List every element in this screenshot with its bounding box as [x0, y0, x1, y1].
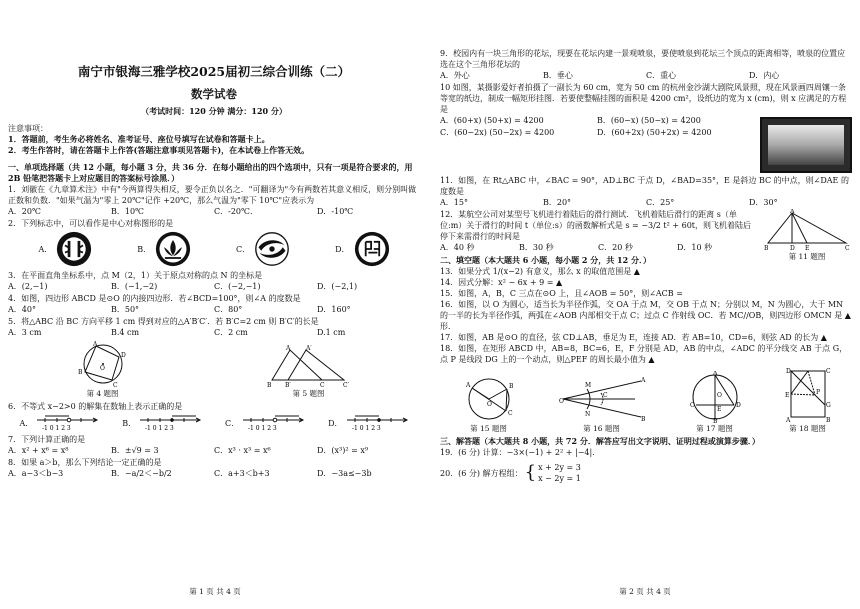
number-line-d [345, 414, 409, 432]
option: C．80° [214, 305, 243, 314]
svg-text:E: E [805, 245, 810, 251]
svg-text:C: C [507, 410, 513, 417]
svg-text:A: A [712, 371, 717, 377]
svg-text:E: E [716, 406, 721, 413]
question-16-suffix: 形． [440, 322, 456, 331]
option: A．外心 [440, 71, 470, 80]
question-7: 7．下列计算正确的是 [8, 435, 86, 444]
option: A．3 cm [8, 328, 42, 337]
angle-bisector-diagram [557, 375, 647, 423]
option: D．(60+2x) (50+2x) = 4200 [597, 128, 712, 137]
question-19: 19．(6 分) 计算：−3×(−1) + 2² + |−4|． [440, 448, 601, 457]
question-17-text: 17．如图，AB 是⊙O 的直径，弦 CD⊥AB，垂足为 E，连接 AD．若 AB=10，CD=6，则弦 AD 的长为 [440, 333, 819, 342]
svg-text:A: A [640, 377, 645, 384]
option: A．20℃ [8, 207, 41, 216]
option-label: B． [137, 244, 152, 254]
svg-text:B: B [508, 383, 513, 390]
figure-5-caption: 第 5 题图 [292, 389, 325, 398]
equation-2: x − 2y = 1 [538, 474, 581, 483]
svg-text:O: O [716, 392, 722, 399]
option-b [137, 231, 191, 267]
svg-text:A: A [790, 209, 795, 215]
option: A．15° [440, 198, 468, 207]
option-label: D． [328, 418, 343, 428]
section-2-title: 二、填空题（本大题共 6 小题，每小题 2 分，共 12 分．） [440, 255, 651, 265]
option: D．30° [749, 198, 778, 207]
option: B．垂心 [543, 71, 573, 80]
exam-title: 南宁市银海三雅学校2025届初三综合训练（二） [77, 64, 351, 79]
question-10: 10 如图，某摄影爱好者拍摄了一副长为 60 cm，宽为 50 cm 的杭州金沙湖大剧院风景照，现在风景画四周镶一条等宽的纸边，制成一幅矩形挂图．若要使整幅挂图的面积是 4200 cm²，设纸边的宽为 x (cm)，则 x 应满足的方程是 [440, 83, 847, 114]
figure-4-caption: 第 4 题图 [86, 389, 119, 398]
option: A．(60+x) (50+x) = 4200 [440, 116, 544, 125]
question-13 [440, 266, 852, 277]
svg-text:B: B [77, 369, 82, 376]
circle-diameter-chord-diagram [686, 371, 744, 423]
figure-11 [762, 209, 852, 262]
peking-university-logo-icon [56, 231, 92, 267]
number-line-c [241, 414, 305, 432]
answer-blank: ▲ [844, 311, 851, 320]
option: A．(2,−1) [8, 282, 48, 291]
svg-text:O: O [558, 398, 564, 405]
figure-16 [557, 375, 647, 434]
note-2: 2．考生作答时，请在答题卡上作答(答题注意事项见答题卡)，在本试卷上作答无效。 [8, 145, 310, 155]
option: B．−a/2＜−b/2 [111, 469, 172, 478]
option-label: C． [225, 418, 240, 428]
question-20-text: 20．(6 分) 解方程组： [440, 468, 523, 478]
svg-text:B: B [764, 245, 769, 251]
option: B．(60−x) (50−x) = 4200 [597, 116, 701, 125]
figure-5 [264, 344, 354, 399]
option-c [236, 231, 290, 267]
svg-text:-1 0 1 2 3: -1 0 1 2 3 [248, 425, 277, 432]
option: C．-20℃． [214, 207, 258, 216]
exam-subtitle: 数学试卷 [191, 87, 237, 101]
option-d [328, 414, 408, 432]
option-b [122, 414, 202, 432]
figure-18 [783, 367, 833, 434]
note-1: 1．答题前，考生务必将姓名、准考证号、座位号填写在试卷和答题卡上。 [8, 134, 270, 144]
option-label: A． [38, 244, 53, 254]
lotus-logo-icon [155, 231, 191, 267]
option: D．-10℃ [317, 207, 354, 216]
question-3-options [8, 281, 420, 292]
question-11: 11．如图，在 Rt△ABC 中，∠BAC = 90°，AD⊥BC 于点 D，∠BAD=35°，E 是斜边 BC 的中点，则∠DAE 的度数是 [440, 176, 849, 196]
svg-text:E: E [784, 392, 789, 399]
figure-15-caption: 第 15 题图 [470, 424, 507, 433]
svg-text:C: C [845, 245, 850, 251]
svg-text:D: D [785, 368, 791, 375]
question-18 [440, 343, 852, 365]
question-6-options [8, 414, 420, 432]
section-3-title: 三、解答题（本大题共 8 小题，共 72 分．解答应写出文字说明、证明过程或演算步骤．） [440, 436, 760, 446]
svg-text:N: N [584, 411, 590, 418]
number-line-a [35, 414, 99, 432]
option: C．重心 [646, 71, 677, 80]
question-8-options [8, 468, 420, 479]
question-2: 2．下列标志中，可以看作是中心对称图形的是 [8, 219, 174, 228]
svg-text:C: C [689, 402, 695, 409]
nankai-seal-logo-icon [354, 231, 390, 267]
brace-icon: { [524, 462, 537, 483]
number-line-b [138, 414, 202, 432]
option: A．40° [8, 305, 36, 314]
svg-text:D: D [120, 352, 126, 359]
svg-text:-1 0 1 2 3: -1 0 1 2 3 [145, 425, 174, 432]
option: A．40 秒 [440, 243, 475, 252]
option: D．−3a≤−3b [317, 469, 372, 478]
question-14 [440, 277, 852, 288]
figures-15-18 [440, 367, 852, 434]
option: B．(−1,−2) [111, 282, 158, 291]
option: C．a+3＜b+3 [214, 469, 270, 478]
svg-text:A: A [285, 345, 290, 352]
svg-text:G: G [825, 402, 831, 409]
question-10-options-row-2 [440, 127, 754, 138]
figure-17-caption: 第 17 题图 [696, 424, 733, 433]
circle-quadrilateral-diagram [75, 340, 131, 388]
svg-text:C: C [112, 382, 118, 388]
option-d [335, 231, 389, 267]
question-4-options [8, 304, 420, 315]
question-20 [440, 462, 852, 484]
svg-text:D: D [735, 402, 741, 409]
svg-text:A′: A′ [305, 345, 312, 352]
rectangle-diagram [783, 367, 833, 423]
figures-4-5 [8, 340, 420, 399]
figure-18-caption: 第 18 题图 [789, 424, 826, 433]
equation-1: x + 2y = 3 [538, 463, 581, 472]
question-6: 6．不等式 x−2>0 的解集在数轴上表示正确的是 [8, 402, 183, 411]
option: B．30 秒 [519, 243, 554, 252]
option: C．(60−2x) (50−2x) = 4200 [440, 128, 555, 137]
question-9: 9．校园内有一块三角形的花坛，现要在花坛内建一景观喷泉，要使喷泉到花坛三个顶点的距离相等，喷泉的位置应选在这个三角形花坛的 [440, 49, 846, 69]
option-a [19, 414, 99, 432]
figure-15 [460, 375, 518, 434]
option: C．20 秒 [598, 243, 633, 252]
question-5: 5．将△ABC 沿 BC 方向平移 1 cm 得到对应的△A′B′C′．若 B′C=2 cm 则 B′C′的长是 [8, 317, 319, 326]
photo-grand-theatre-icon [760, 117, 852, 173]
option-c [225, 414, 305, 432]
svg-text:C: C [319, 382, 325, 388]
question-11-options [440, 197, 852, 208]
svg-text:A: A [785, 417, 790, 423]
question-4: 4．如图，四边形 ABCD 是⊙O 的内接四边形．若∠BCD=100°，则∠A 的度数是 [8, 294, 301, 303]
option: C．25° [646, 198, 675, 207]
option: D．10 秒 [677, 243, 713, 252]
figure-17 [686, 371, 744, 434]
option: B．±√9 = 3 [111, 446, 159, 455]
option: C．2 cm [214, 328, 248, 337]
question-10-options-row-1 [440, 115, 754, 126]
option: D．(−2,1) [317, 282, 358, 291]
option: C．(−2,−1) [214, 282, 261, 291]
svg-text:O: O [486, 401, 492, 408]
answer-blank: ▲ [820, 333, 827, 342]
option: D.1 cm [317, 328, 346, 337]
question-17 [440, 332, 852, 343]
question-12: 12．某航空公司对某型号飞机进行着陆后的滑行测试．飞机着陆后滑行的距离 s（单位:m）关于滑行的时间 t（单位:s）的函数解析式是 s = −3/2 t² + 60t，则飞机着陆后停下来需滑行的时间是 [440, 210, 752, 241]
equation-system [538, 462, 581, 484]
option-label: B． [122, 418, 137, 428]
answer-blank: ▲ [633, 267, 640, 276]
option-label: A． [19, 418, 34, 428]
option: B．20° [543, 198, 572, 207]
option-label: D． [335, 244, 350, 254]
svg-text:B: B [640, 416, 645, 423]
translated-triangles-diagram [264, 344, 354, 388]
question-14-text: 14．因式分解：x² − 6x + 9 = [440, 278, 554, 287]
swirl-logo-icon [254, 231, 290, 267]
option: B.4 cm [111, 328, 140, 337]
right-triangle-diagram [762, 209, 852, 251]
svg-text:C: C [602, 392, 608, 399]
question-18-text: 18．如图，在矩形 ABCD 中，AB=8，BC=6，E，F 分别是 AD，AB 的中点，∠ADC 的平分线交 AB 于点 G，点 P 是线段 DG 上的一个动点，则△PEF 的周长最小值为 [440, 344, 848, 364]
page-2 [430, 0, 860, 609]
answer-blank: ▲ [555, 278, 563, 287]
svg-text:B: B [266, 382, 271, 388]
question-16-text: 16．如图，以 O 为圆心，适当长为半径作弧，交 OA 于点 M，交 OB 于点 N；分别以 M，N 为圆心，大于 MN 的一半的长为半径作弧，两弧在∠AOB 内部相交于点 C；过点 C 作射线 OC．若 MC//OB，则四边形 OMCN 是 [440, 300, 846, 320]
svg-text:M: M [584, 382, 591, 389]
svg-text:B: B [825, 417, 830, 423]
svg-text:A: A [92, 341, 97, 348]
question-2-options [16, 231, 412, 267]
svg-text:B: B [712, 418, 717, 423]
figure-11-caption: 第 11 题图 [788, 252, 826, 261]
exam-info: （考试时间：120 分钟 满分：120 分） [141, 106, 287, 116]
question-1: 1．刘徽在《九章算术注》中有"今两算得失相反，要令正负以名之．"可翻译为"今有两数若其意义相反，则分别叫做正数和负数．"如果气温为"零上 20℃"记作 +20℃，那么气温为"零下 10℃"应表示为 [8, 185, 417, 205]
svg-text:B′: B′ [284, 382, 291, 388]
svg-text:A: A [465, 382, 470, 389]
option-label: C． [236, 244, 251, 254]
question-1-options [8, 206, 420, 217]
question-9-options [440, 70, 852, 81]
svg-text:C: C [825, 368, 831, 375]
question-12-options [440, 242, 756, 253]
option: A．a−3＜b−3 [8, 469, 64, 478]
svg-text:O: O [99, 365, 105, 372]
figure-16-caption: 第 16 题图 [583, 424, 620, 433]
section-1-title: 一、单项选择题（共 12 小题，每小题 3 分，共 36 分．在每小题给出的四个选项中，只有一项是符合要求的，用 2B 铅笔把答题卡上对应题目的答案标号涂黑．） [8, 162, 413, 183]
option: B．10℃ [111, 207, 145, 216]
figure-4 [75, 340, 131, 399]
svg-text:-1 0 1 2 3: -1 0 1 2 3 [351, 425, 381, 432]
answer-blank: ▲ [648, 355, 655, 364]
question-7-options [8, 445, 420, 456]
option: D．160° [317, 305, 351, 314]
svg-text:D: D [790, 245, 795, 251]
question-5-options [8, 327, 420, 338]
svg-text:-1 0 1 2 3: -1 0 1 2 3 [42, 425, 71, 432]
option: C．x³ · x³ = x⁶ [214, 446, 271, 455]
question-8: 8．如果 a＞b，那么下列结论一定正确的是 [8, 458, 162, 467]
question-3: 3．在平面直角坐标系中，点 M（2，1）关于原点对称的点 N 的坐标是 [8, 271, 263, 280]
option-a [38, 231, 92, 267]
page-1-footer: 第 1 页 共 4 页 [189, 587, 241, 596]
question-15: 15．如图，A，B，C 三点在⊙O 上，且∠AOB = 50°，则∠ACB = [440, 289, 683, 298]
svg-text:P: P [815, 389, 820, 396]
option: D．内心 [749, 71, 780, 80]
svg-text:C′: C′ [342, 382, 349, 388]
option: D．(x³)² = x⁹ [317, 446, 369, 455]
question-16 [440, 299, 852, 332]
circle-inscribed-angle-diagram [460, 375, 518, 423]
question-13-text: 13．如果分式 1/(x−2) 有意义，那么 x 的取值范围是 [440, 267, 632, 276]
page-2-footer: 第 2 页 共 4 页 [619, 587, 671, 596]
option: B．50° [111, 305, 140, 314]
notes-title: 注意事项： [8, 124, 48, 133]
option: A．x² + x⁶ = x⁸ [8, 446, 69, 455]
